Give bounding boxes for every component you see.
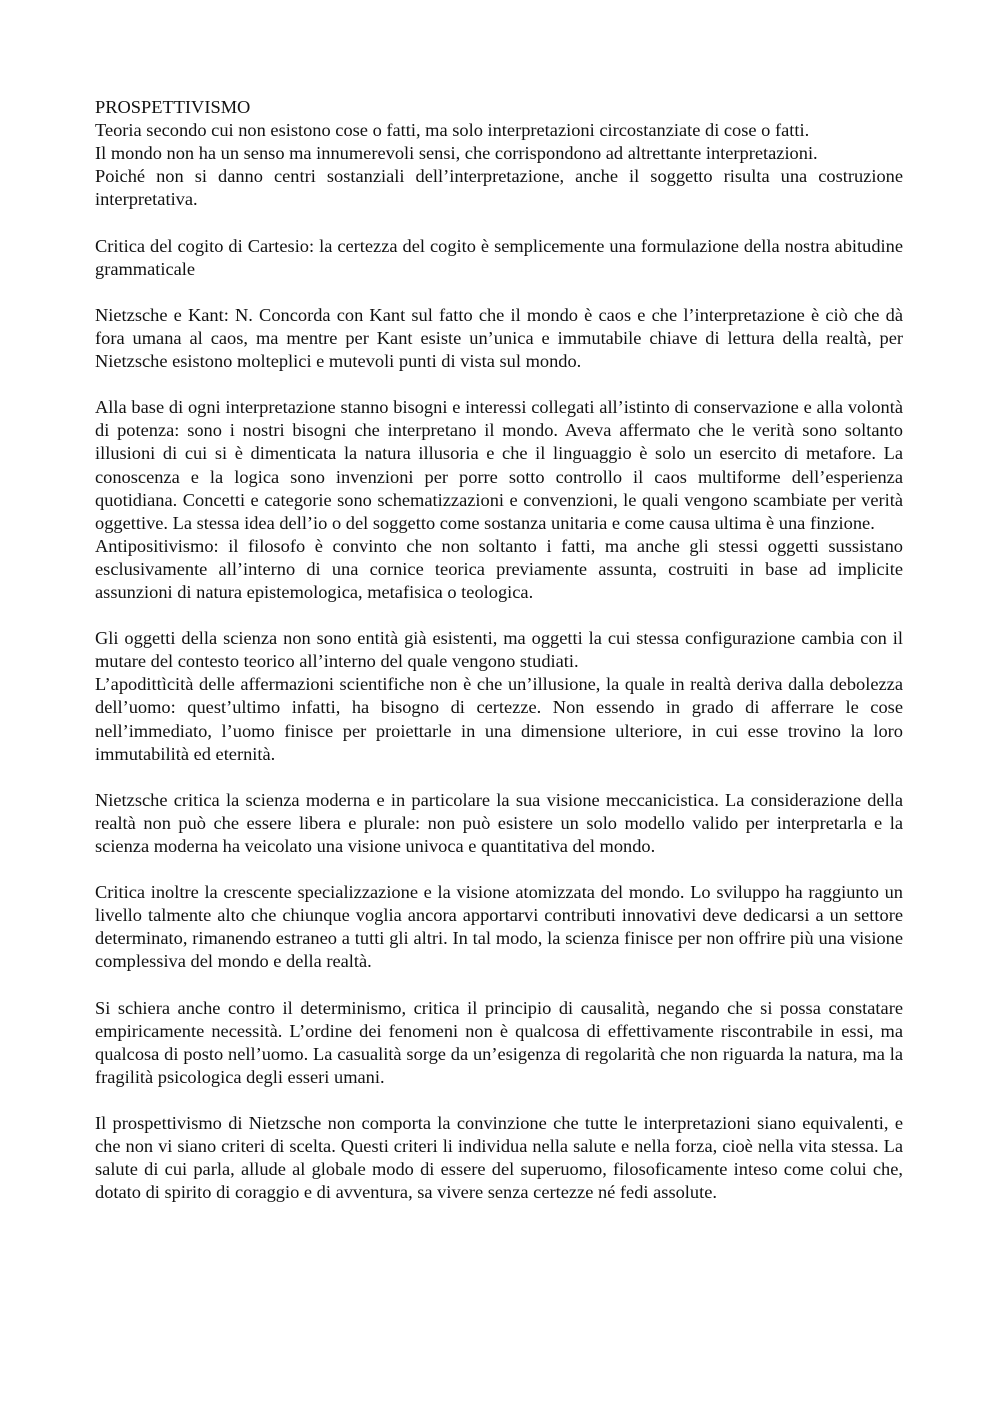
paragraph-apodittica: L’apodittìcità delle affermazioni scientifiche non è che un’illusione, la quale in realtà deriva dalla debolezza dell’uomo: quest’ultimo infatti, ha bisogno di certezze. Non essendo in grado di afferrare le cose nell’immediato, l’uomo finisce per proiettarle in una dimensione ulteriore, in cui esse trovino la loro immutabilità ed eternità. (95, 674, 903, 764)
paragraph-nietzsche-kant: Nietzsche e Kant: N. Concorda con Kant sul fatto che il mondo è caos e che l’interpretazione è ciò che dà fora umana al caos, ma mentre per Kant esiste un’unica e immutabile chiave di lettura della realtà, per Nietzsche esistono molteplici e mutevoli punti di vista sul mondo. (95, 304, 903, 372)
intro-line: Poiché non si danno centri sostanziali dell’interpretazione, anche il soggetto risulta una costruzione interpretativa. (95, 166, 903, 210)
paragraph-cogito: Critica del cogito di Cartesio: la certezza del cogito è semplicemente una formulazione della nostra abitudine grammaticale (95, 235, 903, 279)
intro-line: Teoria secondo cui non esistono cose o fatti, ma solo interpretazioni circostanziate di cose o fatti. (95, 120, 810, 141)
paragraph-scienza-moderna: Nietzsche critica la scienza moderna e in particolare la sua visione meccanicistica. La considerazione della realtà non può che essere libera e plurale: non può esistere un solo modello valido per interpretarla e la scienza moderna ha veicolato una visione univoca e quantitativa del mondo. (95, 789, 903, 856)
document-title: PROSPETTIVISMO (95, 97, 251, 117)
document-page (95, 96, 903, 1205)
intro-line: Il mondo non ha un senso ma innumerevoli sensi, che corrispondono ad altrettante interpretazioni. (95, 143, 818, 164)
paragraph-determinismo: Si schiera anche contro il determinismo, critica il principio di causalità, negando che si possa constatare empiricamente necessità. L’ordine dei fenomeni non è qualcosa di effettivamente riscontrabile in essi, ma qualcosa di posto nell’uomo. La casualità sorge da un’esigenza di regolarità che non riguarda la natura, ma la fragilità psicologica degli esseri umani. (95, 997, 903, 1087)
paragraph-prospettivismo: Il prospettivismo di Nietzsche non comporta la convinzione che tutte le interpretazioni siano equivalenti, e che non vi siano criteri di scelta. Questi criteri li individua nella salute e nella forza, cioè nella vita stessa. La salute di cui parla, allude al globale modo di essere del superuomo, filosoficamente inteso come colui che, dotato di spirito di coraggio e di avventura, sa vivere senza certezze né fedi assolute. (95, 1113, 903, 1203)
paragraph-interpretazione: Alla base di ogni interpretazione stanno bisogni e interessi collegati all’istinto di conservazione e alla volontà di potenza: sono i nostri bisogni che interpretano il mondo. Aveva affermato che le verità sono soltanto illusioni di cui si è dimenticata la natura illusoria e che il linguaggio è solo un esercito di metafore. La conoscenza e la logica sono invenzioni per porre sotto controllo il caos multiforme dell’esperienza quotidiana. Concetti e categorie sono schematizzazioni e convenzioni, le quali vengono scambiate per verità oggettive. La stessa idea dell’io o del soggetto come sostanza unitaria e come causa ultima è una finzione. (95, 397, 903, 533)
paragraph-antipositivismo: Antipositivismo: il filosofo è convinto che non soltanto i fatti, ma anche gli stessi oggetti sussistano esclusivamente all’interno di una cornice teorica previamente assunta, costruiti in base ad implicite assunzioni di natura epistemologica, metafisica o teologica. (95, 535, 903, 602)
paragraph-oggetti-scienza: Gli oggetti della scienza non sono entità già esistenti, ma oggetti la cui stessa configurazione cambia con il mutare del contesto teorico all’interno del quale vengono studiati. (95, 628, 903, 672)
paragraph-specializzazione: Critica inoltre la crescente specializzazione e la visione atomizzata del mondo. Lo sviluppo ha raggiunto un livello talmente alto che chiunque voglia ancora apportarvi contributi innovativi deve dedicarsi a un settore determinato, rimanendo estraneo a tutti gli altri. In tal modo, la scienza finisce per non offrire più una visione complessiva del mondo e della realtà. (95, 882, 903, 972)
